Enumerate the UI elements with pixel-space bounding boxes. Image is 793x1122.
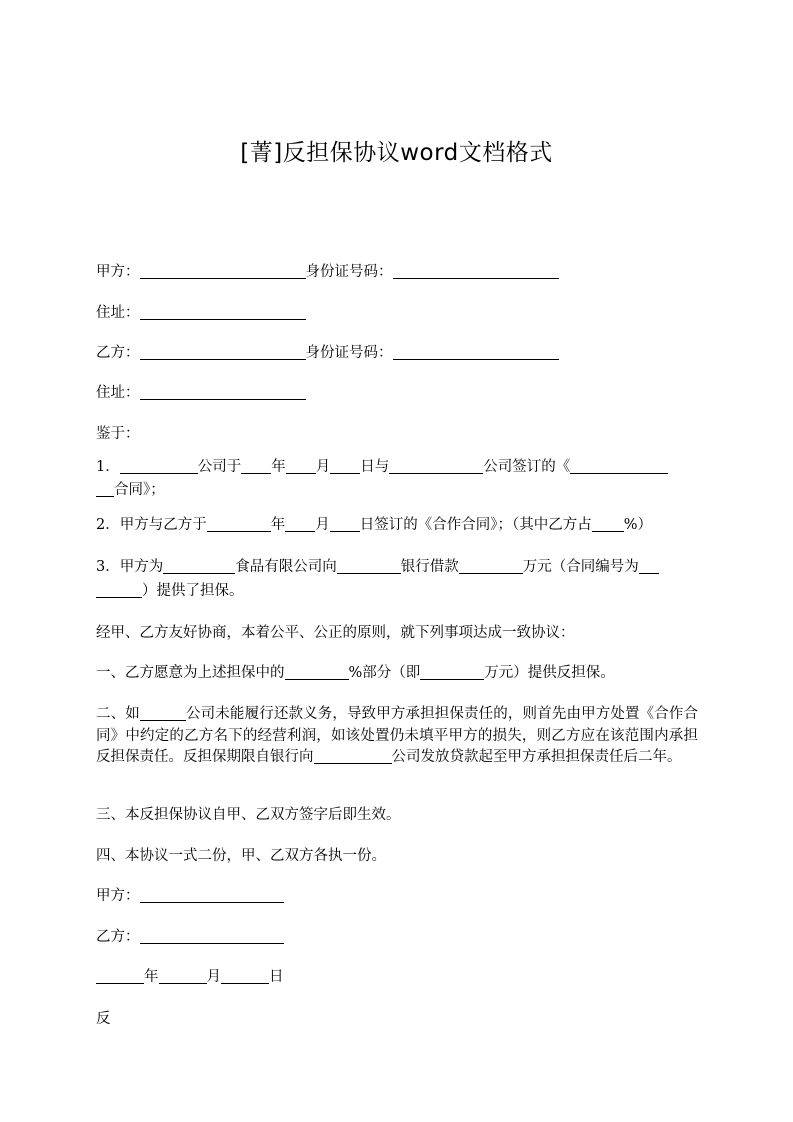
party-a-address-line <box>96 302 698 324</box>
item1-text: 公司于 <box>197 459 242 475</box>
date-year-blank[interactable] <box>96 968 144 984</box>
sign-b-line <box>96 926 698 948</box>
item1-contract-blank-cont[interactable] <box>96 481 114 497</box>
party-a-line <box>96 261 698 283</box>
clause1-text3: 万元）提供反担保。 <box>484 665 615 681</box>
item3-contract-no-blank-cont[interactable] <box>96 582 142 598</box>
item1-year-blank[interactable] <box>241 458 271 474</box>
item3-contract-no-blank[interactable] <box>639 558 659 574</box>
item1-month-label: 月 <box>315 459 331 475</box>
clause2-text3: 公司发放贷款起至甲方承担担保责任后二年。 <box>391 749 682 765</box>
date-day-blank[interactable] <box>221 968 269 984</box>
item1-month-blank[interactable] <box>286 458 316 474</box>
whereas-heading: 鉴于： <box>96 426 140 442</box>
party-b-line <box>96 342 698 364</box>
item3-company-blank[interactable] <box>163 558 235 574</box>
trailing-text: 反 <box>96 1011 111 1027</box>
item2-percent-label: %） <box>623 517 653 533</box>
party-b-address-line <box>96 382 698 404</box>
item1-day-label: 日与 <box>360 459 390 475</box>
item3-text4: 万元（合同编号为 <box>522 559 639 575</box>
sign-a-line <box>96 885 698 907</box>
party-a-name-blank[interactable] <box>140 263 306 279</box>
clause1-line <box>96 662 698 684</box>
item2-text: 2．甲方与乙方于 <box>96 517 207 533</box>
item1-line1 <box>96 456 698 478</box>
item3-text2: 食品有限公司向 <box>235 559 337 575</box>
clause2-paragraph <box>96 704 698 769</box>
clause3: 三、本反担保协议自甲、乙双方签字后即生效。 <box>96 807 401 823</box>
item2-percent-blank[interactable] <box>592 516 624 532</box>
item2-month-label: 月 <box>315 517 330 533</box>
party-b-address-blank[interactable] <box>140 384 306 400</box>
item2-year-label: 年 <box>270 517 286 533</box>
item3-bank-blank[interactable] <box>337 558 401 574</box>
party-a-address-blank[interactable] <box>140 304 306 320</box>
item3-amount-blank[interactable] <box>459 558 523 574</box>
item3-text: 3．甲方为 <box>96 559 164 575</box>
party-a-address-label: 住址： <box>96 305 140 321</box>
clause4: 四、本协议一式二份，甲、乙双方各执一份。 <box>96 848 386 864</box>
agreement-intro: 经甲、乙方友好协商，本着公平、公正的原则，就下列事项达成一致协议： <box>96 625 575 641</box>
sign-b-blank[interactable] <box>140 928 284 944</box>
date-line <box>96 966 698 988</box>
party-b-label: 乙方： <box>96 345 140 361</box>
party-b-id-blank[interactable] <box>393 344 559 360</box>
item3-line1 <box>96 556 698 578</box>
item1-text2: 公司签订的《 <box>483 459 571 475</box>
item3-text3: 银行借款 <box>400 559 459 575</box>
document-title: [菁]反担保协议word文档格式 <box>240 140 553 166</box>
item1-num: 1． <box>96 459 120 475</box>
item1-company2-blank[interactable] <box>389 458 483 474</box>
item1-year-label: 年 <box>271 459 286 475</box>
item2-year-blank[interactable] <box>207 516 271 532</box>
sign-b-label: 乙方： <box>96 929 140 945</box>
clause2-text2: 公司未能履行还款义务，导致甲方承担担保责任的，则首先由甲方处置《合作合同》中约定的乙方名下的经营利润，如该处置仍未填平甲方的损失，则乙方应在该范围内承担反担保责任。反担保期限自银行向 <box>96 706 699 765</box>
party-a-id-blank[interactable] <box>393 263 559 279</box>
item2-text2: 日签订的《合作合同》；（其中乙方占 <box>359 517 592 533</box>
party-a-label: 甲方： <box>96 264 140 280</box>
clause1-amount-blank[interactable] <box>420 664 484 680</box>
clause2-text: 二、如 <box>96 706 140 722</box>
date-day-label: 日 <box>269 969 284 985</box>
item2-day-blank[interactable] <box>330 516 360 532</box>
item3-text5: ）提供了担保。 <box>142 583 244 599</box>
item3-line2 <box>96 580 698 602</box>
party-b-address-label: 住址： <box>96 385 140 401</box>
party-b-name-blank[interactable] <box>140 344 306 360</box>
date-year-label: 年 <box>144 969 159 985</box>
date-month-label: 月 <box>206 969 221 985</box>
date-month-blank[interactable] <box>159 968 207 984</box>
party-b-id-label: 身份证号码： <box>305 345 393 361</box>
sign-a-label: 甲方： <box>96 888 140 904</box>
sign-a-blank[interactable] <box>140 887 284 903</box>
clause2-bank-blank[interactable] <box>314 748 392 764</box>
party-a-id-label: 身份证号码： <box>305 264 393 280</box>
item1-contract-blank[interactable] <box>570 458 668 474</box>
clause1-percent-blank[interactable] <box>285 664 349 680</box>
clause2-company-blank[interactable] <box>140 705 186 721</box>
item1-company-blank[interactable] <box>120 458 198 474</box>
item1-line2 <box>96 479 698 501</box>
item2-month-blank[interactable] <box>285 516 315 532</box>
clause1-text: 一、乙方愿意为上述担保中的 <box>96 665 285 681</box>
item1-day-blank[interactable] <box>330 458 360 474</box>
item2-line <box>96 514 698 536</box>
clause1-text2: %部分（即 <box>348 665 421 681</box>
item1-contract-label: 合同》； <box>114 482 165 498</box>
